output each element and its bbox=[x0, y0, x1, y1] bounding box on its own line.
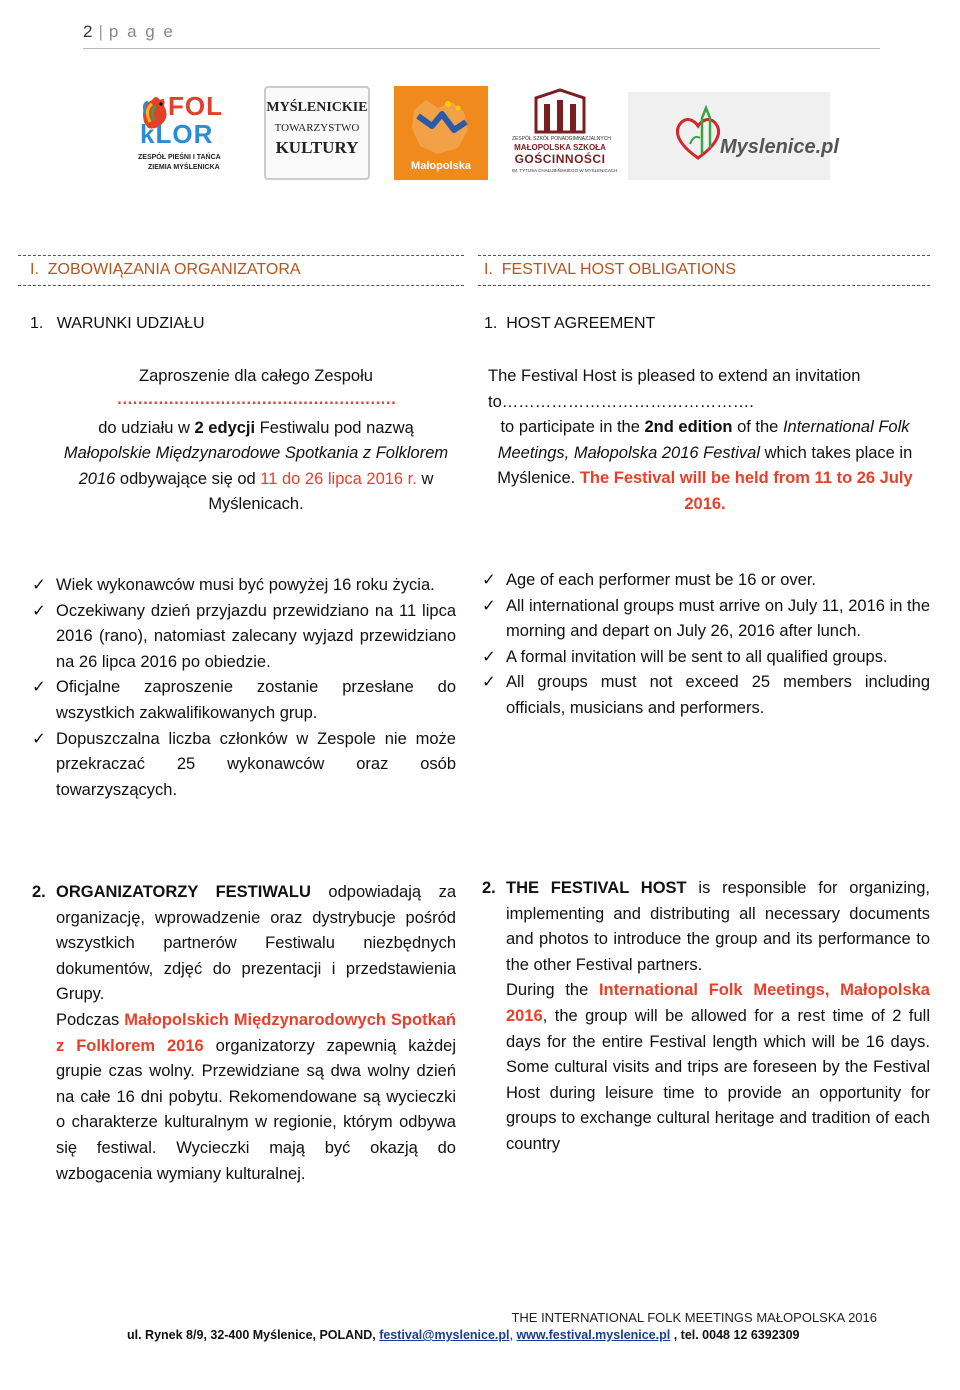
right-section-text: FESTIVAL HOST OBLIGATIONS bbox=[501, 261, 736, 278]
left-invite-line1: Zaproszenie dla całego Zespołu bbox=[139, 367, 373, 385]
left-invite-f: 11 do 26 lipca 2016 r. bbox=[260, 469, 417, 488]
right-sec2-num: 2. bbox=[482, 879, 496, 897]
goscinnosci-top: ZESPÓŁ SZKÓŁ PONADGIMNAZJALNYCH bbox=[512, 136, 611, 142]
list-item: ✓ All international groups must arrive on July 11, 2016 in the morning and depart on July 26, 2016 after lunch. bbox=[482, 594, 930, 645]
list-item: ✓ Age of each performer must be 16 or over. bbox=[482, 568, 930, 594]
footer-tel: , tel. 0048 12 6392309 bbox=[670, 1328, 800, 1342]
right-invite-d: International Folk Meetings, Małopolska 2016 Festival bbox=[497, 418, 910, 462]
right-invite-e: which takes place in Myślenice. bbox=[497, 443, 913, 488]
goscinnosci-bottom: IM. TYTUSA CHAŁUBIŃSKIEGO W MYŚLENICACH bbox=[512, 168, 618, 173]
goscinnosci-mid: MAŁOPOLSKA SZKOŁA bbox=[514, 143, 606, 152]
folklor-logo bbox=[138, 92, 238, 176]
left-header-bottom-rule bbox=[18, 285, 464, 286]
left-invite-dots: ……………………………………………… bbox=[116, 389, 396, 408]
left-sec2-p2b: Małopolskich Międzynarodowych Spotkań z Folklorem 2016 bbox=[56, 1010, 457, 1055]
right-invite-line1: The Festival Host is pleased to extend an invitation to………………………………………. bbox=[488, 367, 861, 411]
right-invite-body bbox=[482, 415, 928, 517]
left-invite-a: do udziału w bbox=[98, 418, 195, 437]
towarzystwo-line1: MYŚLENICKIE bbox=[266, 100, 368, 115]
right-header-top-rule bbox=[478, 255, 930, 256]
right-invite-b: 2nd edition bbox=[644, 418, 733, 437]
malopolska-label: Małopolska bbox=[411, 160, 471, 172]
left-invite-c: Festiwalu pod nazwą bbox=[255, 418, 414, 437]
left-bullet-list bbox=[32, 573, 456, 803]
towarzystwo-line3: KULTURY bbox=[275, 138, 359, 157]
right-sub1-text: HOST AGREEMENT bbox=[506, 315, 656, 332]
right-invitation bbox=[482, 364, 928, 518]
left-sub1-num: 1. bbox=[30, 315, 44, 332]
left-sec2-p2a: Podczas bbox=[56, 1010, 125, 1029]
heart-church-icon bbox=[672, 104, 724, 164]
footer-comma: , bbox=[509, 1328, 517, 1342]
left-invite-e: odbywające się od bbox=[115, 469, 261, 488]
myslenice-label: Myslenice.pl bbox=[720, 136, 839, 158]
list-item: ✓ Wiek wykonawców musi być powyżej 16 roku życia. bbox=[32, 573, 456, 599]
footer-title: THE INTERNATIONAL FOLK MEETINGS MAŁOPOLSKA 2016 bbox=[511, 1310, 877, 1325]
page-word: p a g e bbox=[108, 22, 175, 41]
page-number-value: 2 bbox=[83, 22, 93, 41]
malopolska-logo bbox=[394, 86, 488, 180]
folklor-line2: kLOR bbox=[140, 119, 214, 149]
left-invite-b: 2 edycji bbox=[194, 418, 256, 437]
towarzystwo-logo bbox=[264, 86, 370, 180]
right-sub1-num: 1. bbox=[484, 315, 498, 332]
left-sec2-p1-text: odpowiadają za organizację, wprowadzenie oraz dystrybucje pośród wszystkich partnerów Festiwalu niezbędnych dokumentów, zdjęć do prezentacji i przedstawienia Grupy. bbox=[56, 883, 456, 1004]
right-sec2-p2b: International Folk Meetings, Małopolska 2016 bbox=[506, 981, 930, 1025]
right-subsection-title bbox=[484, 315, 655, 333]
right-section-2 bbox=[506, 876, 930, 1158]
list-item: ✓ Oczekiwany dzień przyjazdu przewidziano na 11 lipca 2016 (rano), natomiast zalecany wyjazd przewidziano na 26 lipca 2016 po obiedzie. bbox=[32, 599, 456, 676]
left-sec2-p2 bbox=[56, 1008, 456, 1187]
page-number bbox=[83, 22, 175, 42]
goscinnosci-logo bbox=[512, 88, 618, 180]
right-sec2-p2a: During the bbox=[506, 981, 599, 1000]
right-invite-a: to participate in the bbox=[500, 418, 645, 437]
left-section-title bbox=[30, 261, 301, 279]
left-section-num: I. bbox=[30, 261, 39, 278]
left-subsection-title bbox=[30, 315, 205, 333]
left-sec2-num: 2. bbox=[32, 883, 46, 901]
folklor-caption2: ZIEMIA MYŚLENICKA bbox=[148, 164, 220, 171]
left-invite-g: w Myślenicach. bbox=[208, 469, 434, 514]
malopolska-map-icon bbox=[408, 96, 474, 158]
left-invite-body bbox=[56, 416, 456, 518]
right-bullet-list bbox=[482, 568, 930, 722]
right-section-num: I. bbox=[484, 261, 493, 278]
left-section-text: ZOBOWIĄZANIA ORGANIZATORA bbox=[47, 261, 301, 278]
right-sec2-p2c: , the group will be allowed for a rest time of 2 full days for the entire Festival length which will be 16 days. Some cultural visits and trips are foreseen by the Festival Host during leisure time to provide an opportunity for groups to exchange cultural heritage and tradition of each country bbox=[506, 1006, 930, 1153]
right-section-title bbox=[484, 261, 736, 279]
left-sub1-text: WARUNKI UDZIAŁU bbox=[56, 315, 205, 332]
footer-website-link[interactable]: www.festival.myslenice.pl bbox=[516, 1328, 671, 1342]
left-sec2-p1 bbox=[56, 880, 456, 1008]
right-sec2-bold: THE FESTIVAL HOST bbox=[506, 879, 687, 897]
left-sec2-p2c: organizatorzy zapewnią każdej grupie czas wolny. Przewidziane są dwa wolny dzień na całe 16 dni pobytu. Rekomendowane są wycieczki o charakterze kulturalnym w regionie, którym odbywa się festiwal. Wycieczki mają być okazją do wzbogacenia wymiany kulturalnej. bbox=[56, 1036, 456, 1183]
building-icon bbox=[532, 88, 588, 134]
right-sec2-p1-text: is responsible for organizing, implementing and distributing all necessary documents and photos to introduce the group and its performance to the other Festival partners. bbox=[506, 879, 930, 974]
right-invite-f: The Festival will be held from 11 to 26 July 2016. bbox=[579, 469, 913, 513]
list-item: ✓ A formal invitation will be sent to all qualified groups. bbox=[482, 645, 930, 671]
list-item: ✓ Dopuszczalna liczba członków w Zespole nie może przekraczać 25 wykonawców oraz osób towarzyszących. bbox=[32, 727, 456, 804]
folklor-line1: FOL bbox=[168, 91, 223, 121]
right-sec2-p2 bbox=[506, 978, 930, 1157]
list-item: ✓ All groups must not exceed 25 members including officials, musicians and performers. bbox=[482, 670, 930, 721]
right-sec2-p1 bbox=[506, 876, 930, 978]
footer-email-link[interactable]: festival@myslenice.pl bbox=[379, 1328, 510, 1342]
goscinnosci-big: GOŚCINNOŚCI bbox=[514, 152, 606, 166]
myslenice-logo bbox=[628, 92, 839, 180]
left-invite-d: Małopolskie Międzynarodowe Spotkania z Folklorem 2016 bbox=[63, 444, 449, 488]
right-invite-c: of the bbox=[732, 418, 783, 437]
right-header-bottom-rule bbox=[478, 285, 930, 286]
header-rule bbox=[83, 48, 880, 49]
left-invitation bbox=[56, 364, 456, 518]
towarzystwo-line2: TOWARZYSTWO bbox=[274, 122, 360, 134]
footer-contact bbox=[127, 1328, 800, 1342]
left-section-2 bbox=[56, 880, 456, 1187]
list-item: ✓ Oficjalne zaproszenie zostanie przesłane do wszystkich zakwalifikowanych grup. bbox=[32, 675, 456, 726]
page-separator: | bbox=[98, 22, 103, 41]
left-header-top-rule bbox=[18, 255, 464, 256]
left-sec2-bold: ORGANIZATORZY FESTIWALU bbox=[56, 883, 311, 901]
folklor-caption1: ZESPÓŁ PIEŚNI I TAŃCA bbox=[138, 154, 221, 161]
footer-address: ul. Rynek 8/9, 32-400 Myślenice, POLAND, bbox=[127, 1328, 380, 1342]
